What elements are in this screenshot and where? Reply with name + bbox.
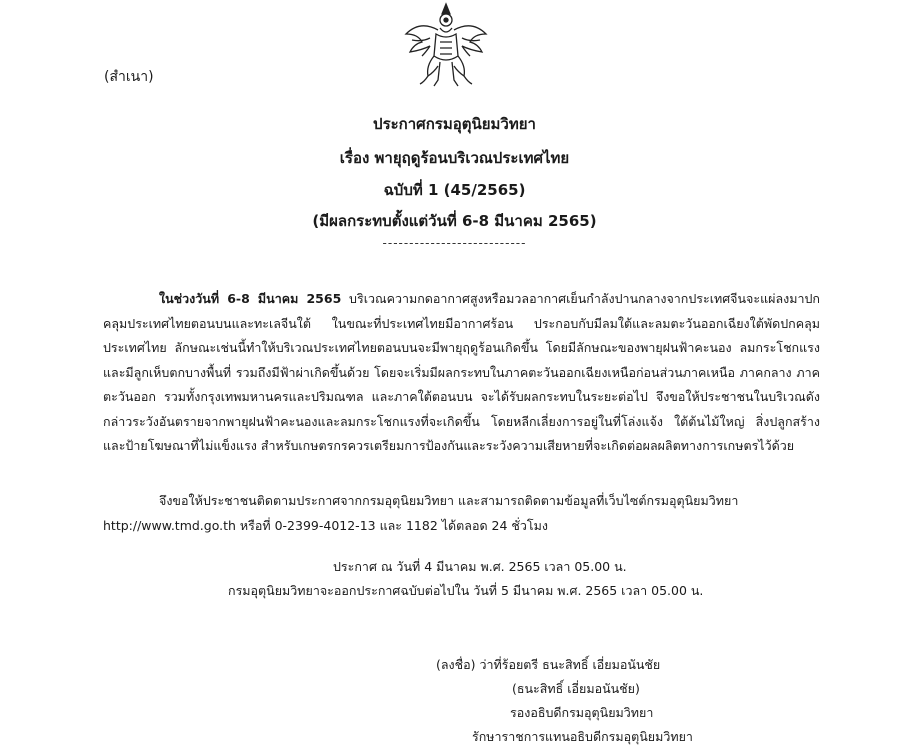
next-announcement: กรมอุตุนิยมวิทยาจะออกประกาศฉบับต่อไปใน วันที่ 5 มีนาคม พ.ศ. 2565 เวลา 05.00 น. [228,583,704,598]
signer-position: รองอธิบดีกรมอุตุนิยมวิทยา [510,705,654,720]
paragraph-2-line-2: http://www.tmd.go.th หรือที่ 0-2399-4012-13 และ 1182 ได้ตลอด 24 ชั่วโมง [103,517,548,533]
issued-date: ประกาศ ณ วันที่ 4 มีนาคม พ.ศ. 2565 เวลา 05.00 น. [333,559,627,574]
subject-title: เรื่อง พายุฤดูร้อนบริเวณประเทศไทย [339,149,570,167]
divider: --------------------------- [382,236,527,250]
garuda-emblem-icon [400,0,492,88]
paragraph-2-line-1: จึงขอให้ประชาชนติดตามประกาศจากกรมอุตุนิยมวิทยา และสามารถติดตามข้อมูลที่เว็บไซต์กรมอุตุนิยมวิทยา [159,493,739,508]
agency-title: ประกาศกรมอุตุนิยมวิทยา [373,115,536,133]
body-paragraph-2 [103,489,820,538]
paragraph-1-text: บริเวณความกดอากาศสูงหรือมวลอากาศเย็นกำลังปานกลางจากประเทศจีนจะแผ่ลงมาปกคลุมประเทศไทยตอนบนและทะเลจีนใต้ ในขณะที่ประเทศไทยมีอากาศร้อน ประกอบกับมีลมใต้และลมตะวันออกเฉียงใต้พัดปกคลุมประเทศไทย ลักษณะเช่นนี้ทำให้บริเวณประเทศไทยตอนบนจะมีพายุฤดูร้อนเกิดขึ้น โดยมีลักษณะของพายุฝนฟ้าคะนอง ลมกระโชกแรง และมีลูกเห็บตกบางพื้นที่ รวมถึงมีฟ้าผ่าเกิดขึ้นด้วย โดยจะเริ่มมีผลกระทบในภาคตะวันออกเฉียงเหนือก่อนส่วนภาคเหนือ ภาคกลาง ภาคตะวันออก รวมทั้งกรุงเทพมหานครและปริมณฑล และภาคใต้ตอนบน จะได้รับผลกระทบในระยะต่อไป จึงขอให้ประชาชนในบริเวณดังกล่าวระวังอันตรายจากพายุฝนฟ้าคะนองและลมกระโชกแรงที่จะเกิดขึ้น โดยหลีกเลี่ยงการอยู่ในที่โล่งแจ้ง ใต้ต้นไม้ใหญ่ สิ่งปลูกสร้างและป้ายโฆษณาที่ไม่แข็งแรง สำหรับเกษตรกรควรเตรียมการป้องกันและระวังความเสียหายที่จะเกิดต่อผลผลิตทางการเกษตรไว้ด้วย [103,291,820,453]
body-paragraph-1 [103,287,820,459]
copy-label: (สำเนา) [104,69,154,85]
issue-number: ฉบับที่ 1 (45/2565) [383,181,526,199]
signer-acting-position: รักษาราชการแทนอธิบดีกรมอุตุนิยมวิทยา [472,729,693,744]
signer-name: (ธนะสิทธิ์ เอี่ยมอนันชัย) [512,681,640,696]
lead-text: ในช่วงวันที่ 6-8 มีนาคม 2565 [159,291,342,306]
effective-dates: (มีผลกระทบตั้งแต่วันที่ 6-8 มีนาคม 2565) [312,212,597,230]
signed-line: (ลงชื่อ) ว่าที่ร้อยตรี ธนะสิทธิ์ เอี่ยมอนันชัย [436,657,661,672]
